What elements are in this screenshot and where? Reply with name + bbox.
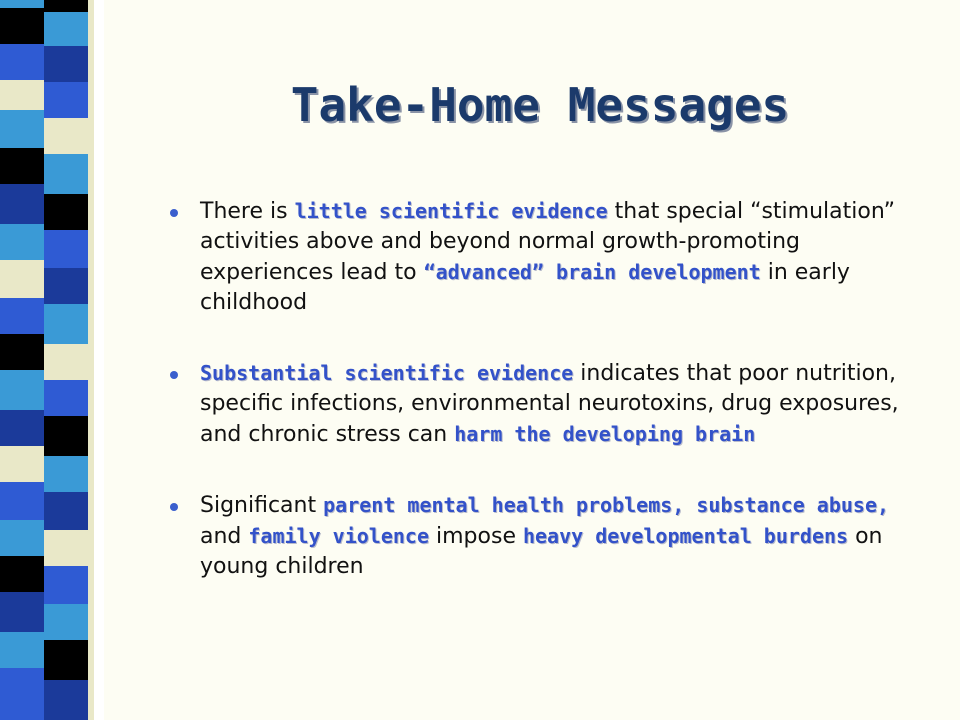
- stripe-block: [0, 184, 44, 224]
- bullet-emphasis: heavy developmental burdens: [522, 524, 849, 548]
- stripe-block: [44, 230, 88, 268]
- stripe-block: [0, 80, 44, 110]
- bullet-list: [168, 196, 928, 582]
- stripe-block: [44, 680, 88, 720]
- bullet-item-1: [168, 196, 928, 318]
- stripe-block: [44, 640, 88, 680]
- bullet-dot-icon: [170, 371, 178, 379]
- stripe-block: [0, 592, 44, 632]
- stripe-block: [44, 118, 88, 154]
- stripe-block: [44, 456, 88, 492]
- stripe-block: [44, 530, 88, 566]
- bullet-text: on young children: [200, 524, 883, 579]
- stripe-block: [44, 0, 88, 12]
- stripe-block: [0, 632, 44, 668]
- stripe-edge: [88, 0, 94, 720]
- stripe-block: [0, 410, 44, 446]
- stripe-block: [44, 604, 88, 640]
- bullet-emphasis: Substantial scientific evidence: [200, 361, 574, 385]
- bullet-text: impose: [429, 524, 523, 549]
- stripe-block: [44, 268, 88, 304]
- bullet-text: in early childhood: [200, 260, 850, 315]
- stripe-block: [44, 82, 88, 118]
- stripe-block: [44, 492, 88, 530]
- bullet-dot-icon: [170, 209, 178, 217]
- bullet-text: that special “stimulation” activities above and beyond normal growth-promoting experiences lead to: [200, 199, 895, 285]
- bullet-item-3: [168, 490, 928, 582]
- bullet-emphasis: family violence: [248, 524, 430, 548]
- stripe-block: [0, 148, 44, 184]
- stripe-block: [0, 224, 44, 260]
- stripe-block: [44, 304, 88, 344]
- stripe-block: [0, 298, 44, 334]
- stripe-block: [44, 12, 88, 46]
- stripe-block: [0, 668, 44, 720]
- stripe-block: [0, 0, 44, 8]
- stripe-block: [0, 110, 44, 148]
- stripe-block: [0, 260, 44, 298]
- bullet-emphasis: harm the developing brain: [454, 422, 756, 446]
- stripe-block: [44, 380, 88, 416]
- stripe-block: [44, 154, 88, 194]
- stripe-block: [44, 46, 88, 82]
- stripe-block: [0, 520, 44, 556]
- bullet-item-2: [168, 358, 928, 450]
- stripe-block: [0, 370, 44, 410]
- stripe-block: [0, 8, 44, 44]
- stripe-block: [44, 344, 88, 380]
- bullet-text: indicates that poor nutrition, specific infections, environmental neurotoxins, drug exposures, and chronic stress can: [200, 361, 899, 447]
- stripe-block: [0, 446, 44, 482]
- bullet-emphasis: little scientific evidence: [294, 199, 608, 223]
- bullet-emphasis: “advanced” brain development: [423, 260, 761, 284]
- decorative-stripe-bar: [0, 0, 104, 720]
- bullet-emphasis: parent mental health problems, substance abuse,: [323, 493, 890, 517]
- slide-title: Take-Home Messages: [290, 78, 790, 132]
- stripe-block: [44, 416, 88, 456]
- bullet-dot-icon: [170, 503, 178, 511]
- stripe-block: [0, 556, 44, 592]
- bullet-text: Significant: [200, 493, 324, 518]
- stripe-block: [0, 44, 44, 80]
- stripe-block: [0, 334, 44, 370]
- bullet-text: and: [200, 524, 249, 549]
- bullet-text: There is: [200, 199, 295, 224]
- stripe-block: [0, 482, 44, 520]
- stripe-block: [44, 566, 88, 604]
- stripe-block: [44, 194, 88, 230]
